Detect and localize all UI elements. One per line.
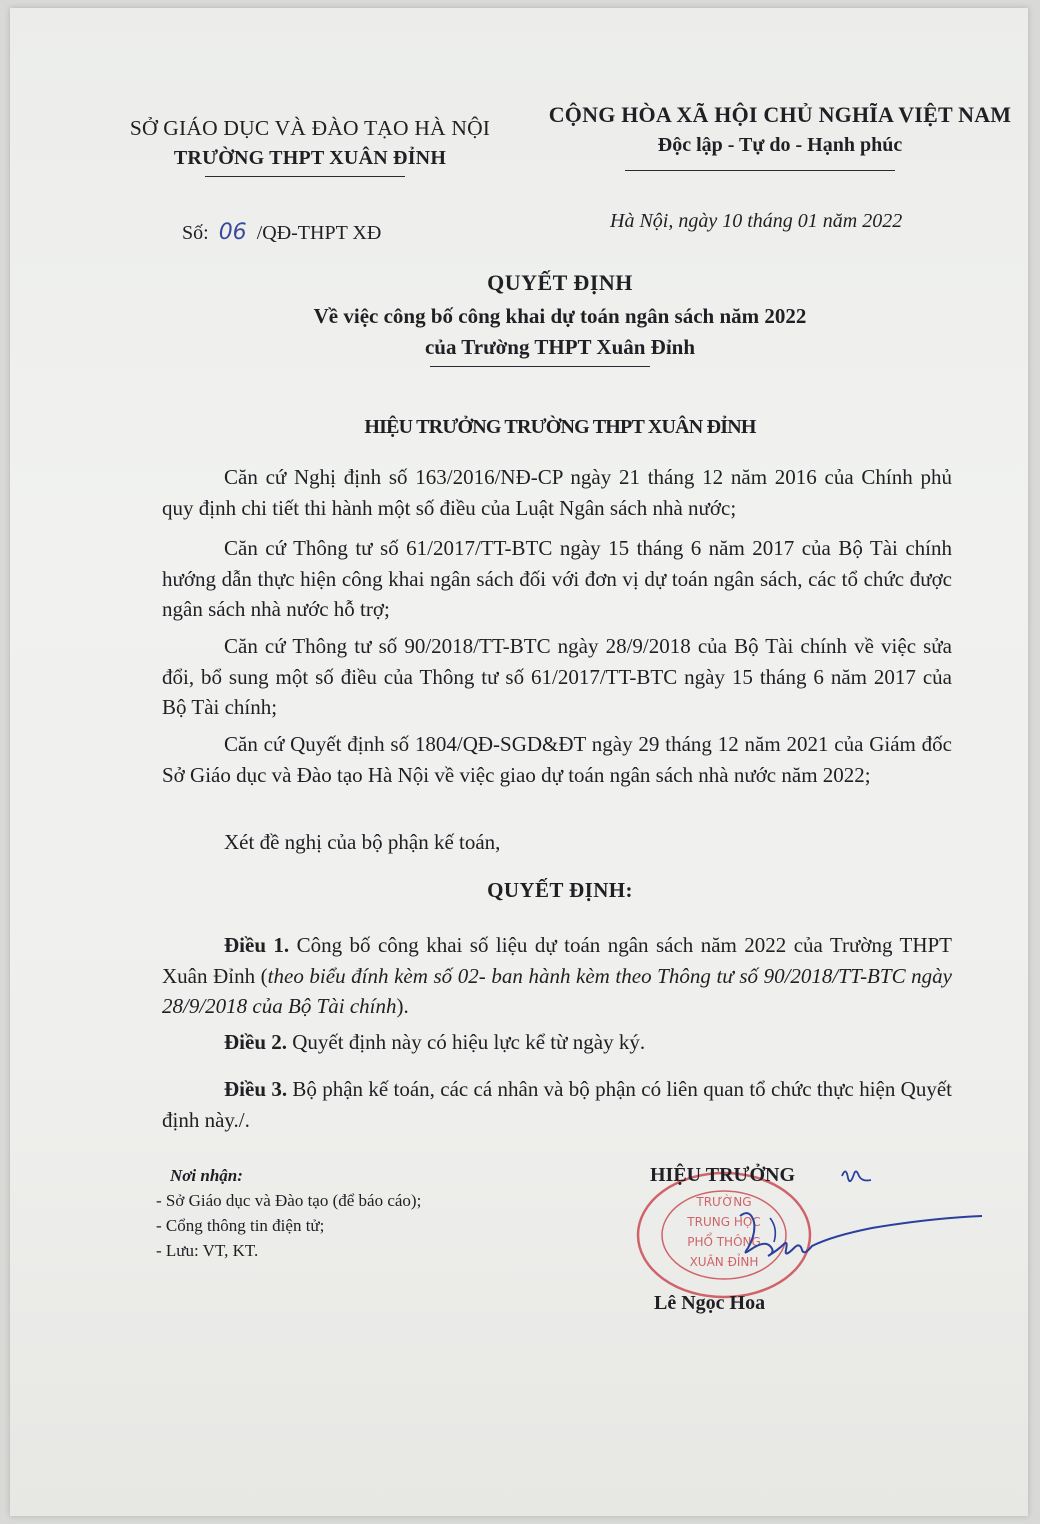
recipients-label: Nơi nhận: <box>170 1166 243 1185</box>
department-name: SỞ GIÁO DỤC VÀ ĐÀO TẠO HÀ NỘI <box>129 116 491 140</box>
header-right-rule <box>625 170 895 171</box>
document-page <box>10 8 1028 1516</box>
article-1-label: Điều 1. <box>224 933 290 957</box>
title-subject-line2: của Trường THPT Xuân Đỉnh <box>424 335 696 359</box>
header-right <box>530 102 1030 157</box>
article-1 <box>162 930 952 1022</box>
signer-name: Lê Ngọc Hoa <box>654 1292 766 1314</box>
school-name: TRƯỜNG THPT XUÂN ĐỈNH <box>173 147 447 169</box>
article-2 <box>162 1027 952 1058</box>
national-motto: Độc lập - Tự do - Hạnh phúc <box>657 134 903 156</box>
seal-line-1: TRƯỜNG <box>696 1195 752 1209</box>
preamble-text: Căn cứ Quyết định số 1804/QĐ-SGD&ĐT ngày 29 tháng 12 năm 2021 của Giám đốc Sở Giáo dục và Đào tạo Hà Nội về việc giao dự toán ngân sách nhà nước năm 2022; <box>162 732 952 787</box>
issuing-authority: HIỆU TRƯỞNG TRƯỜNG THPT XUÂN ĐỈNH <box>364 416 756 438</box>
reference-number <box>182 220 381 245</box>
handwritten-signature-icon <box>710 1158 1000 1298</box>
national-title: CỘNG HÒA XÃ HỘI CHỦ NGHĨA VIỆT NAM <box>548 102 1012 127</box>
article-1-text: Công bố công khai số liệu dự toán ngân sách năm 2022 của Trường THPT Xuân Đỉnh ( <box>162 933 952 988</box>
title-subject-line1: Về việc công bố công khai dự toán ngân sách năm 2022 <box>313 304 807 328</box>
preamble-text: Căn cứ Nghị định số 163/2016/NĐ-CP ngày 21 tháng 12 năm 2016 của Chính phủ quy định chi tiết thi hành một số điều của Luật Ngân sách nhà nước; <box>162 465 952 520</box>
recipient-item: - Cổng thông tin điện tử; <box>156 1216 325 1235</box>
article-1-italic: theo biểu đính kèm số 02- ban hành kèm theo Thông tư số 90/2018/TT-BTC ngày 28/9/2018 của Bộ Tài chính <box>162 963 952 1018</box>
title-block <box>110 270 1010 360</box>
article-3 <box>162 1074 952 1135</box>
preamble-text: Căn cứ Thông tư số 61/2017/TT-BTC ngày 15 tháng 6 năm 2017 của Bộ Tài chính hướng dẫn thực hiện công khai ngân sách đối với đơn vị dự toán ngân sách, các tổ chức được ngân sách nhà nước hỗ trợ; <box>162 536 952 621</box>
preamble-4 <box>162 729 952 790</box>
title-rule <box>430 366 650 367</box>
preamble-text: Căn cứ Thông tư số 90/2018/TT-BTC ngày 28/9/2018 của Bộ Tài chính về việc sửa đổi, bổ sung một số điều của Thông tư số 61/2017/TT-BTC ngày 15 tháng 6 năm 2017 của Bộ Tài chính; <box>162 634 952 719</box>
header-left-rule <box>205 176 405 177</box>
article-2-text: Quyết định này có hiệu lực kể từ ngày ký. <box>287 1030 646 1054</box>
preamble-1 <box>162 462 952 523</box>
article-2-label: Điều 2. <box>224 1030 287 1054</box>
article-3-label: Điều 3. <box>224 1077 288 1101</box>
recipients-block <box>156 1163 421 1263</box>
preamble-5 <box>162 827 952 858</box>
issue-date: Hà Nội, ngày 10 tháng 01 năm 2022 <box>610 210 903 232</box>
recipient-item: - Lưu: VT, KT. <box>156 1241 259 1260</box>
title-main: QUYẾT ĐỊNH <box>487 270 633 295</box>
recipient-item: - Sở Giáo dục và Đào tạo (để báo cáo); <box>156 1191 422 1210</box>
preamble-2 <box>162 533 952 625</box>
article-3-text: Bộ phận kế toán, các cá nhân và bộ phận có liên quan tổ chức thực hiện Quyết định này./. <box>162 1077 953 1132</box>
signer-title: HIỆU TRƯỞNG <box>650 1164 796 1186</box>
reference-label: Số: <box>182 222 209 244</box>
header-left <box>110 116 510 170</box>
preamble-3 <box>162 631 952 723</box>
reference-code: /QĐ-THPT XĐ <box>256 222 382 244</box>
seal-line-3: PHỔ THÔNG <box>687 1235 761 1249</box>
seal-line-4: XUÂN ĐỈNH <box>689 1255 759 1269</box>
preamble-text: Xét đề nghị của bộ phận kế toán, <box>224 830 501 854</box>
article-1-end: ). <box>396 994 409 1018</box>
seal-line-2: TRUNG HỌC <box>687 1215 761 1229</box>
decision-heading: QUYẾT ĐỊNH: <box>487 878 633 902</box>
reference-handwritten-number: 06 <box>218 220 247 245</box>
